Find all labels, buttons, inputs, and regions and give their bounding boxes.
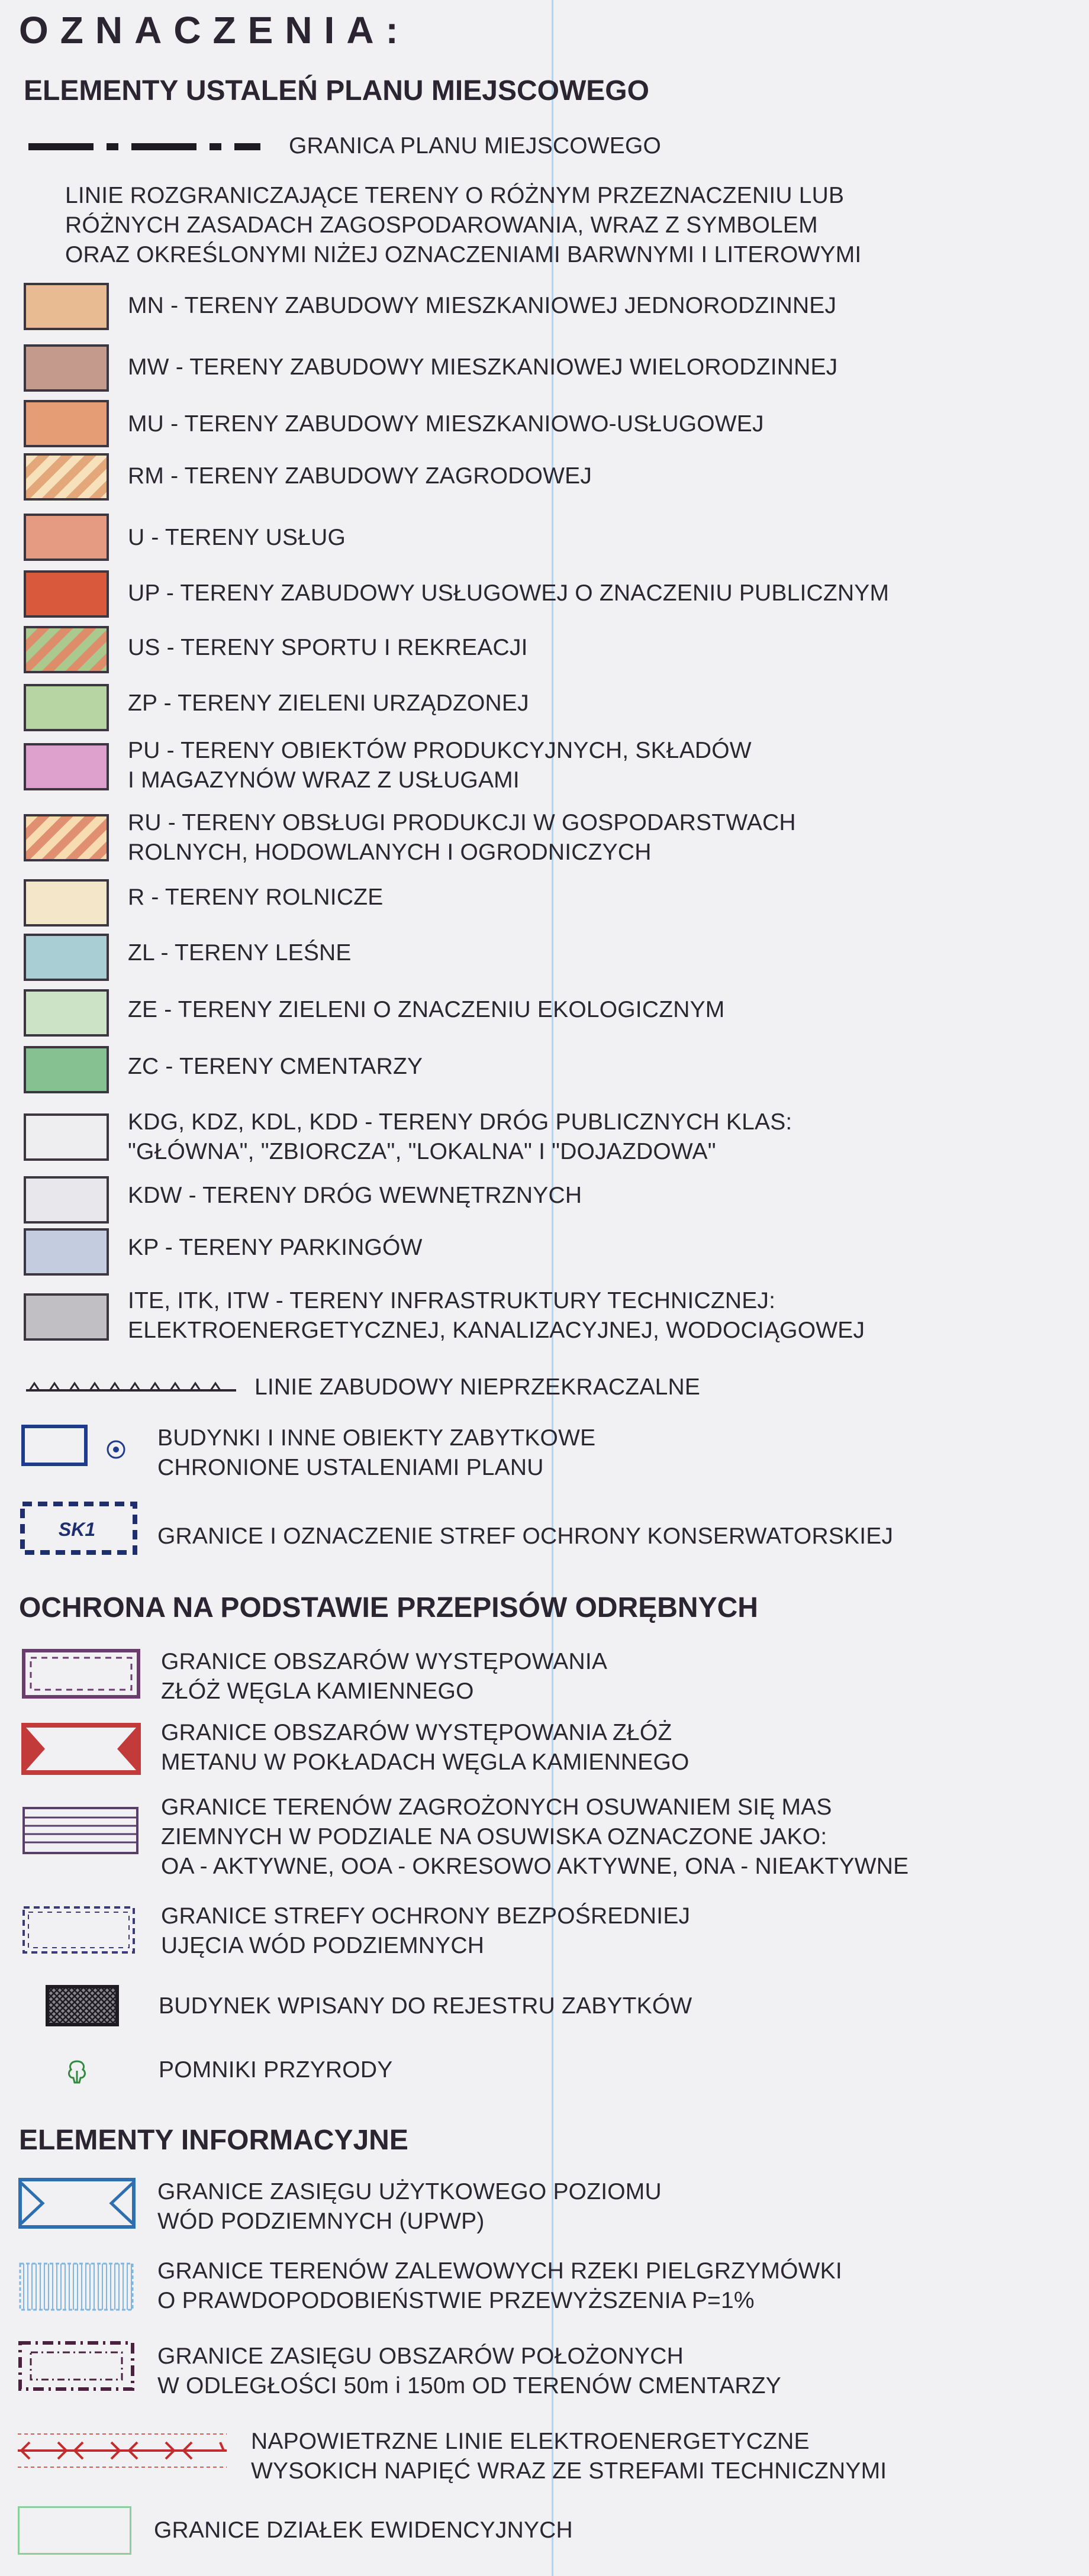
zone-swatch-u (24, 514, 109, 561)
zone-label-it-1: ITE, ITK, ITW - TERENY INFRASTRUKTURY TECHNICZNEJ: (128, 1288, 776, 1313)
conservation-zone-symbol (20, 1502, 137, 1555)
power-line-label-1: NAPOWIETRZNE LINIE ELEKTROENERGETYCZNE (251, 2429, 810, 2454)
nature-monument-icon (64, 2058, 90, 2087)
methane-deposit-boundary-symbol (21, 1723, 141, 1775)
zone-label-it-2: ELEKTROENERGETYCZNEJ, KANALIZACYJNEJ, WODOCIĄGOWEJ (128, 1318, 865, 1343)
lines-description-1: LINIE ROZGRANICZAJĄCE TERENY O RÓŻNYM PRZEZNACZENIU LUB (65, 183, 845, 208)
flood-area-label-1: GRANICE TERENÓW ZALEWOWYCH RZEKI PIELGRZYMÓWKI (157, 2258, 842, 2284)
water-intake-label-2: UJĘCIA WÓD PODZIEMNYCH (161, 1933, 485, 1958)
zone-label-r: R - TERENY ROLNICZE (128, 885, 384, 910)
cemetery-distance-symbol (18, 2341, 135, 2391)
zone-swatch-us (24, 626, 109, 673)
zone-swatch-zl (24, 934, 109, 981)
zone-swatch-mn (24, 283, 109, 330)
landslide-area-symbol (22, 1806, 138, 1855)
landslide-label-3: OA - AKTYWNE, OOA - OKRESOWO AKTYWNE, ONA - NIEAKTYWNE (161, 1854, 909, 1879)
zone-swatch-mu (24, 400, 109, 447)
zone-label-us: US - TERENY SPORTU I REKREACJI (128, 635, 528, 660)
water-intake-label-1: GRANICE STREFY OCHRONY BEZPOŚREDNIEJ (161, 1903, 691, 1929)
registered-monument-label: BUDYNEK WPISANY DO REJESTRU ZABYTKÓW (159, 1993, 692, 2019)
methane-deposit-label-1: GRANICE OBSZARÓW WYSTĘPOWANIA ZŁÓŻ (161, 1720, 672, 1745)
plan-boundary-label: GRANICA PLANU MIEJSCOWEGO (289, 133, 662, 159)
zone-label-kd-1: KDG, KDZ, KDL, KDD - TERENY DRÓG PUBLICZNYCH KLAS: (128, 1109, 792, 1135)
zone-swatch-zp (24, 684, 109, 731)
building-line-symbol (26, 1379, 239, 1394)
zone-label-rm: RM - TERENY ZABUDOWY ZAGRODOWEJ (128, 463, 592, 489)
zone-label-ze: ZE - TERENY ZIELENI O ZNACZENIU EKOLOGICZNYM (128, 997, 725, 1022)
zone-label-pu-1: PU - TERENY OBIEKTÓW PRODUKCYJNYCH, SKŁADÓW (128, 738, 752, 763)
zone-swatch-r (24, 879, 109, 927)
zone-label-pu-2: I MAGAZYNÓW WRAZ Z USŁUGAMI (128, 767, 520, 793)
coal-deposit-label-2: ZŁÓŻ WĘGLA KAMIENNEGO (161, 1678, 474, 1704)
lines-description-3: ORAZ OKREŚLONYMI NIŻEJ OZNACZENIAMI BARWNYMI I LITEROWYMI (65, 242, 862, 267)
upwp-range-symbol (18, 2177, 136, 2229)
conservation-zone-code: SK1 (58, 1519, 96, 1540)
zone-label-mu: MU - TERENY ZABUDOWY MIESZKANIOWO-USŁUGOWEJ (128, 411, 764, 437)
monument-frame-symbol (21, 1425, 88, 1466)
methane-deposit-label-2: METANU W POKŁADACH WĘGLA KAMIENNEGO (161, 1749, 690, 1775)
zone-label-zp: ZP - TERENY ZIELENI URZĄDZONEJ (128, 690, 529, 716)
zone-swatch-up (24, 570, 109, 618)
zone-swatch-mw (24, 344, 109, 392)
monuments-label-2: CHRONIONE USTALENIAMI PLANU (157, 1455, 544, 1480)
zone-label-ru-1: RU - TERENY OBSŁUGI PRODUKCJI W GOSPODARSTWACH (128, 810, 796, 835)
coal-deposit-boundary-symbol (21, 1648, 141, 1699)
lines-description-2: RÓŻNYCH ZASADACH ZAGOSPODAROWANIA, WRAZ Z SYMBOLEM (65, 212, 818, 238)
cemetery-distance-label-1: GRANICE ZASIĘGU OBSZARÓW POŁOŻONYCH (157, 2343, 684, 2369)
plan-boundary-line-symbol (26, 141, 263, 153)
zone-label-zl: ZL - TERENY LEŚNE (128, 940, 352, 966)
coal-deposit-label-1: GRANICE OBSZARÓW WYSTĘPOWANIA (161, 1649, 608, 1674)
monuments-label-1: BUDYNKI I INNE OBIEKTY ZABYTKOWE (157, 1425, 596, 1451)
zone-label-kd-2: "GŁÓWNA", "ZBIORCZA", "LOKALNA" I "DOJAZDOWA" (128, 1139, 716, 1164)
zone-swatch-pu (24, 743, 109, 790)
landslide-label-2: ZIEMNYCH W PODZIALE NA OSUWISKA OZNACZONE JAKO: (161, 1824, 827, 1849)
zone-label-u: U - TERENY USŁUG (128, 525, 346, 550)
zone-label-mw: MW - TERENY ZABUDOWY MIESZKANIOWEJ WIELORODZINNEJ (128, 354, 838, 380)
section-heading-ochrona: OCHRONA NA PODSTAWIE PRZEPISÓW ODRĘBNYCH (19, 1592, 758, 1623)
zone-swatch-ze (24, 989, 109, 1037)
zone-label-ru-2: ROLNYCH, HODOWLANYCH I OGRODNICZYCH (128, 840, 652, 865)
landslide-label-1: GRANICE TERENÓW ZAGROŻONYCH OSUWANIEM SIĘ MAS (161, 1794, 832, 1820)
section-heading-info: ELEMENTY INFORMACYJNE (19, 2125, 408, 2156)
upwp-label-2: WÓD PODZIEMNYCH (UPWP) (157, 2209, 485, 2234)
building-lines-label: LINIE ZABUDOWY NIEPRZEKRACZALNE (254, 1374, 701, 1400)
upwp-label-1: GRANICE ZASIĘGU UŻYTKOWEGO POZIOMU (157, 2179, 662, 2204)
nature-monument-label: POMNIKI PRZYRODY (159, 2057, 393, 2083)
flood-area-symbol (18, 2261, 135, 2312)
zone-label-mn: MN - TERENY ZABUDOWY MIESZKANIOWEJ JEDNORODZINNEJ (128, 293, 837, 318)
conservation-label: GRANICE I OZNACZENIE STREF OCHRONY KONSERWATORSKIEJ (157, 1523, 894, 1549)
section-heading-plan: ELEMENTY USTALEŃ PLANU MIEJSCOWEGO (24, 75, 649, 106)
monument-point-icon (104, 1438, 128, 1461)
land-parcel-boundary-symbol (18, 2506, 131, 2555)
zone-label-kdw: KDW - TERENY DRÓG WEWNĘTRZNYCH (128, 1183, 582, 1208)
zone-label-kp: KP - TERENY PARKINGÓW (128, 1235, 423, 1260)
zone-swatch-kp (24, 1228, 109, 1276)
zone-label-up: UP - TERENY ZABUDOWY USŁUGOWEJ O ZNACZENIU PUBLICZNYM (128, 580, 890, 606)
zone-swatch-ru (24, 814, 109, 861)
zone-swatch-it (24, 1293, 109, 1341)
power-line-label-2: WYSOKICH NAPIĘĆ WRAZ ZE STREFAMI TECHNICZNYMI (251, 2458, 887, 2484)
zone-swatch-rm (24, 453, 109, 501)
cemetery-distance-label-2: W ODLEGŁOŚCI 50m i 150m OD TERENÓW CMENTARZY (157, 2373, 782, 2399)
registered-monument-building-symbol (45, 1984, 120, 2027)
zone-swatch-zc (24, 1046, 109, 1093)
zone-label-zc: ZC - TERENY CMENTARZY (128, 1054, 423, 1079)
water-intake-protection-symbol (21, 1905, 136, 1955)
legend-title: OZNACZENIA: (19, 9, 410, 51)
power-line-symbol (17, 2427, 230, 2474)
flood-area-label-2: O PRAWDOPODOBIEŃSTWIE PRZEWYŻSZENIA P=1% (157, 2288, 755, 2313)
zone-swatch-kd (24, 1113, 109, 1161)
zone-swatch-kdw (24, 1176, 109, 1224)
land-parcel-label: GRANICE DZIAŁEK EWIDENCYJNYCH (154, 2517, 573, 2543)
